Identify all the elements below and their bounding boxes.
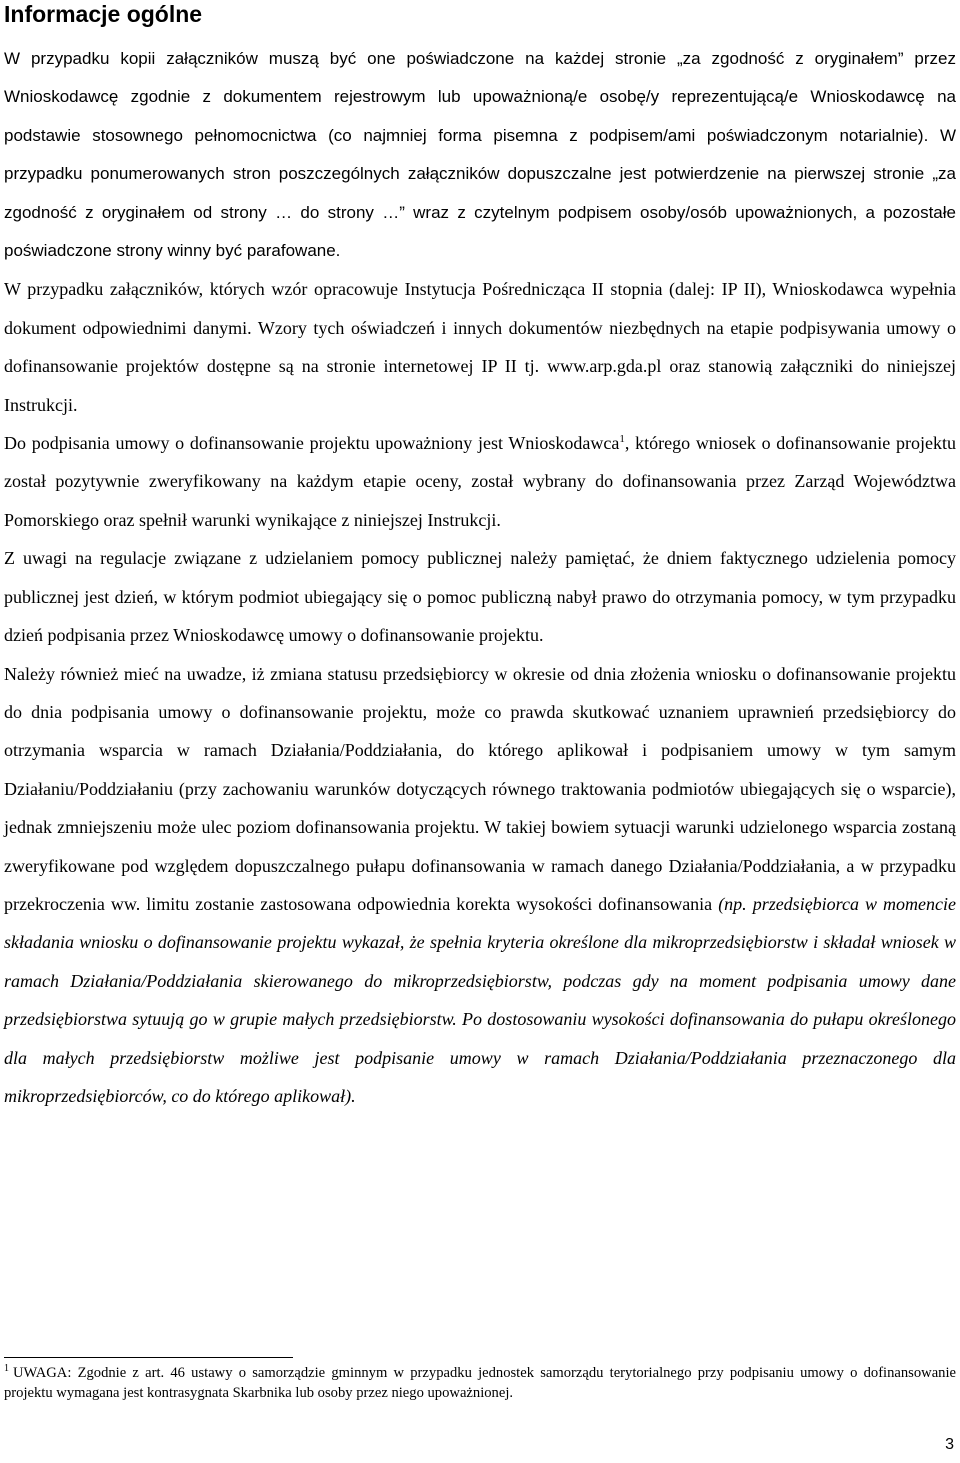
paragraph-certification: W przypadku kopii załączników muszą być one poświadczone na każdej stronie „za zgodność z oryginałem” przez Wnioskodawcę zgodnie z dokumentem rejestrowym lub upoważnioną/e osobę/y reprezentującą/e Wnioskodawcę na podstawie stosownego pełnomocnictwa (co najmniej forma pisemna z podpisem/ami poświadczonym notarialnie). W przypadku ponumerowanych stron poszczególnych załączników dopuszczalne jest potwierdzenie na pierwszej stronie „za zgodność z oryginałem od strony … do strony …” wraz z czytelnym podpisem osoby/osób upoważnionych, a pozostałe poświadczone strony winny być parafowane. [4,49,956,261]
paragraph-attachment-templates: W przypadku załączników, których wzór opracowuje Instytucja Pośrednicząca II stopnia (dalej: IP II), Wnioskodawca wypełnia dokument odpowiednimi danymi. Wzory tych oświadczeń i innych dokumentów niezbędnych na etapie podpisywania umowy o dofinansowanie projektów dostępne są na stronie internetowej IP II tj. www.arp.gda.pl oraz stanowią załączniki do niniejszej Instrukcji. [4,279,956,415]
paragraph-signing-authority [4,424,956,539]
signing-authority-text: Do podpisania umowy o dofinansowanie projektu upoważniony jest Wnioskodawca [4,433,620,454]
page-number: 3 [945,1436,954,1453]
signing-authority-text-cont: , którego wniosek o dofinansowanie projektu został pozytywnie zweryfikowany na każdym etapie oceny, został wybrany do dofinansowania przez Zarząd Województwa Pomorskiego oraz spełnił warunki wynikające z niniejszej Instrukcji. [4,433,956,530]
section-heading: Informacje ogólne [4,1,203,27]
footnote-reference[interactable]: 1 [619,433,625,446]
footnote [4,1363,956,1403]
status-change-text: Należy również mieć na uwadze, iż zmiana statusu przedsiębiorcy w okresie od dnia złożenia wniosku o dofinansowanie projektu do dnia podpisania umowy o dofinansowanie projektu, może co prawda skutkować uznaniem uprawnień przedsiębiorcy do otrzymania wsparcia w ramach Działania/Poddziałania, do którego aplikował i podpisaniem umowy w tym samym Działaniu/Poddziałaniu (przy zachowaniu warunków dotyczących równego traktowania podmiotów ubiegających się o wsparcie), jednak zmniejszeniu może ulec poziom dofinansowania projektu. W takiej bowiem sytuacji warunki udzielonego wsparcia zostaną zweryfikowane pod względem dopuszczalnego pułapu dofinansowania w ramach danego Działania/Poddziałania, a w przypadku przekroczenia ww. limitu zostanie zastosowana odpowiednia korekta wysokości dofinansowania [4,663,956,914]
status-change-example: (np. przedsiębiorca w momencie składania wniosku o dofinansowanie projektu wykazał, że spełnia kryteria określone dla mikroprzedsiębiorstw i składał wniosek w ramach Działania/Poddziałania skierowanego do mikroprzedsiębiorstw, podczas gdy na moment podpisania umowy dane przedsiębiorstwa sytuują go w grupie małych przedsiębiorstw. Po dostosowaniu wysokości dofinansowania do pułapu określonego dla małych przedsiębiorstw możliwe jest podpisanie umowy w ramach Działania/Poddziałania przeznaczonego dla mikroprzedsiębiorców, co do którego aplikował). [4,893,956,1106]
footnote-separator [4,1357,293,1358]
footnote-text: UWAGA: Zgodnie z art. 46 ustawy o samorządzie gminnym w przypadku jednostek samorządu terytorialnego przy podpisaniu umowy o dofinansowanie projektu wymagana jest kontrasygnata Skarbnika lub osoby przez niego upoważnionej. [4,1365,956,1401]
footnote-number: 1 [4,1363,9,1375]
paragraph-status-change [4,655,956,1116]
document-body [4,40,956,1115]
paragraph-public-aid: Z uwagi na regulacje związane z udzielaniem pomocy publicznej należy pamiętać, że dniem faktycznego udzielenia pomocy publicznej jest dzień, w którym podmiot ubiegający się o pomoc publiczną nabył prawo do otrzymania pomocy, w tym przypadku dzień podpisania przez Wnioskodawcę umowy o dofinansowanie projektu. [4,548,956,646]
